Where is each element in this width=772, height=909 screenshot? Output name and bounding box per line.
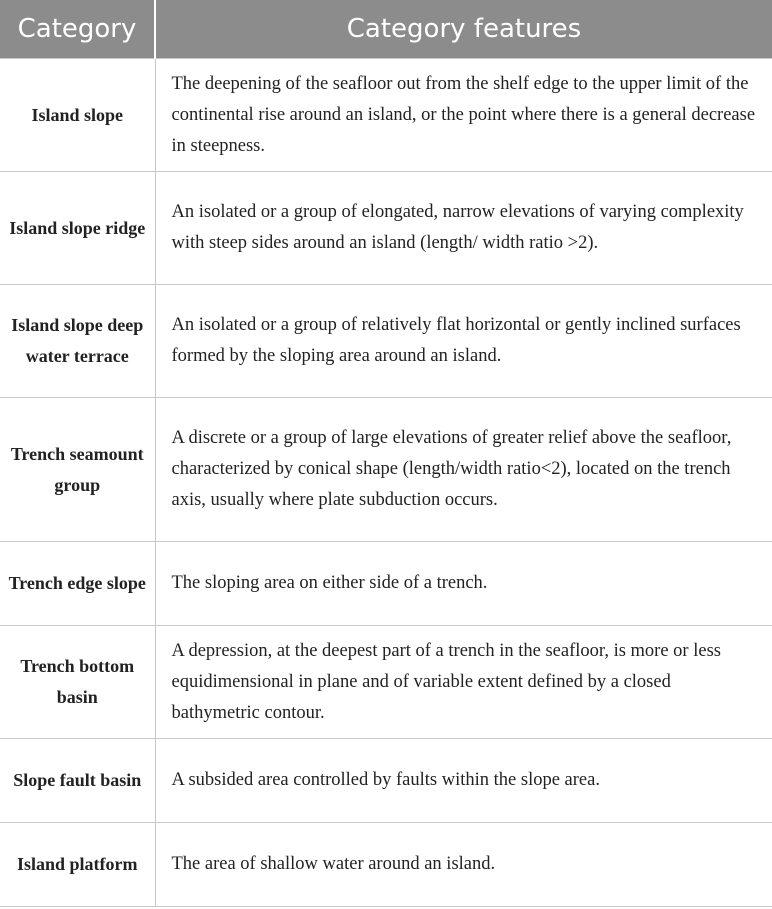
table-header-row — [0, 0, 772, 59]
category-cell: Island slope — [0, 59, 155, 172]
category-cell: Trench bottom basin — [0, 626, 155, 739]
category-cell: Trench edge slope — [0, 542, 155, 626]
column-header-features: Category features — [155, 0, 772, 59]
features-cell: The area of shallow water around an island. — [155, 823, 772, 907]
table-row — [0, 626, 772, 739]
table-row — [0, 59, 772, 172]
column-header-category: Category — [0, 0, 155, 59]
features-cell: A subsided area controlled by faults within the slope area. — [155, 739, 772, 823]
table-row — [0, 823, 772, 907]
features-cell: An isolated or a group of elongated, narrow elevations of varying complexity with steep sides around an island (length/ width ratio >2). — [155, 172, 772, 285]
table-row — [0, 739, 772, 823]
table-row — [0, 172, 772, 285]
features-cell: An isolated or a group of relatively flat horizontal or gently inclined surfaces formed by the sloping area around an island. — [155, 285, 772, 398]
category-cell: Island platform — [0, 823, 155, 907]
category-cell: Island slope deep water terrace — [0, 285, 155, 398]
category-cell: Island slope ridge — [0, 172, 155, 285]
table-row — [0, 398, 772, 542]
table-row — [0, 542, 772, 626]
category-cell: Trench seamount group — [0, 398, 155, 542]
features-cell: A depression, at the deepest part of a trench in the seafloor, is more or less equidimensional in plane and of variable extent defined by a closed bathymetric contour. — [155, 626, 772, 739]
category-cell: Slope fault basin — [0, 739, 155, 823]
features-cell: The deepening of the seafloor out from the shelf edge to the upper limit of the continental rise around an island, or the point where there is a general decrease in steepness. — [155, 59, 772, 172]
features-cell: A discrete or a group of large elevations of greater relief above the seafloor, characterized by conical shape (length/width ratio<2), located on the trench axis, usually where plate subduction occurs. — [155, 398, 772, 542]
features-cell: The sloping area on either side of a trench. — [155, 542, 772, 626]
table-row — [0, 285, 772, 398]
